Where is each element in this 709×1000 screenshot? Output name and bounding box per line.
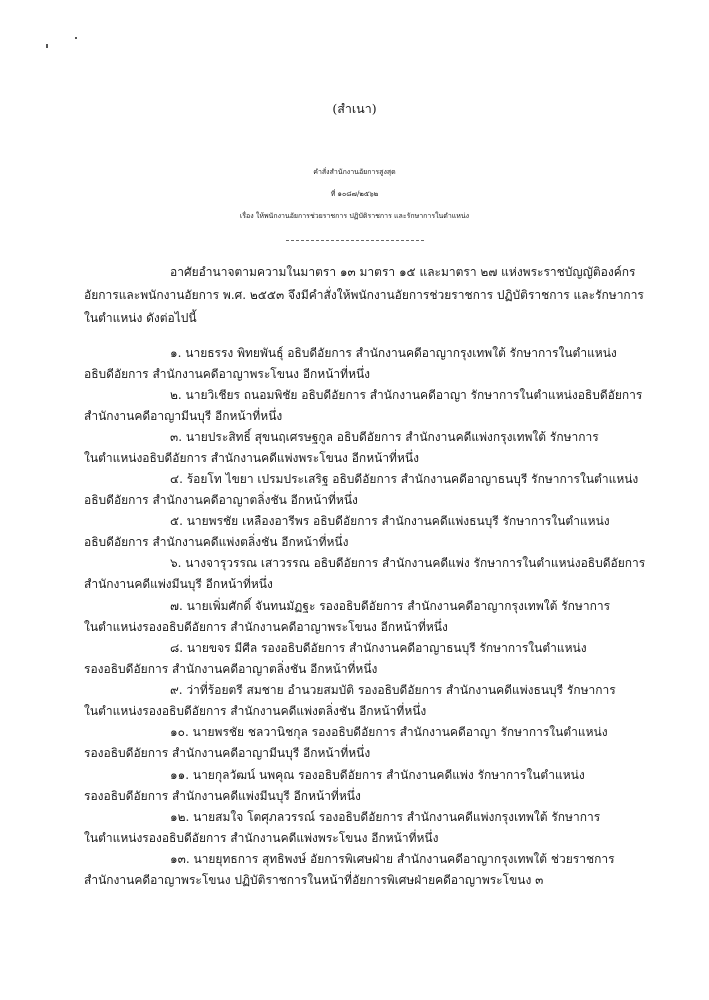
item-11-line-2: รองอธิบดีอัยการ สำนักงานคดีแพ่งมีนบุรี อีกหน้าที่หนึ่ง [84, 789, 361, 803]
item-5-line-2: อธิบดีอัยการ สำนักงานคดีแพ่งตลิ่งชัน อีกหน้าที่หนึ่ง [84, 535, 349, 549]
item-10-line-2: รองอธิบดีอัยการ สำนักงานคดีอาญามีนบุรี อีกหน้าที่หนึ่ง [84, 746, 371, 760]
item-2-line-2: สำนักงานคดีอาญามีนบุรี อีกหน้าที่หนึ่ง [84, 409, 283, 423]
copy-label: (สำเนา) [332, 101, 377, 116]
item-6-line-2: สำนักงานคดีแพ่งมีนบุรี อีกหน้าที่หนึ่ง [84, 577, 273, 591]
scan-speck [46, 44, 48, 48]
intro-line-2: อัยการและพนักงานอัยการ พ.ศ. ๒๕๕๓ จึงมีคำสั่งให้พนักงานอัยการช่วยราชการ ปฏิบัติราชการ และรักษาการ [84, 288, 644, 302]
intro-line-1: อาศัยอำนาจตามความในมาตรา ๑๓ มาตรา ๑๕ และมาตรา ๒๗ แห่งพระราชบัญญัติองค์กร [170, 265, 636, 279]
item-3-line-1: ๓. นายประสิทธิ์ สุขนฤเศรษฐกูล อธิบดีอัยการ สำนักงานคดีแพ่งกรุงเทพใต้ รักษาการ [170, 430, 599, 444]
item-7-line-2: ในตำแหน่งรองอธิบดีอัยการ สำนักงานคดีอาญาพระโขนง อีกหน้าที่หนึ่ง [84, 620, 448, 634]
item-13-line-1: ๑๓. นายยุทธการ สุทธิพงษ์ อัยการพิเศษฝ่าย สำนักงานคดีอาญากรุงเทพใต้ ช่วยราชการ [170, 852, 615, 866]
intro-line-3: ในตำแหน่ง ดังต่อไปนี้ [84, 311, 197, 325]
item-4-line-2: อธิบดีอัยการ สำนักงานคดีอาญาตลิ่งชัน อีกหน้าที่หนึ่ง [84, 493, 358, 507]
item-8-line-2: รองอธิบดีอัยการ สำนักงานคดีอาญาตลิ่งชัน อีกหน้าที่หนึ่ง [84, 662, 378, 676]
item-12-line-1: ๑๒. นายสมใจ โตศุภลวรรณ์ รองอธิบดีอัยการ สำนักงานคดีแพ่งกรุงเทพใต้ รักษาการ [170, 810, 601, 824]
item-4-line-1: ๔. ร้อยโท ไขยา เปรมประเสริฐ อธิบดีอัยการ สำนักงานคดีอาญาธนบุรี รักษาการในตำแหน่ง [170, 472, 639, 486]
scan-speck [75, 37, 77, 39]
item-1-line-1: ๑. นายธรรง พิทยพันธุ์ อธิบดีอัยการ สำนักงานคดีอาญากรุงเทพใต้ รักษาการในตำแหน่ง [170, 346, 617, 360]
item-6-line-1: ๖. นางจารุวรรณ เสาวรรณ อธิบดีอัยการ สำนักงานคดีแพ่ง รักษาการในตำแหน่งอธิบดีอัยการ [170, 556, 646, 570]
item-7-line-1: ๗. นายเพิ่มศักดิ์ จันทนมัฏฐะ รองอธิบดีอัยการ สำนักงานคดีอาญากรุงเทพใต้ รักษาการ [170, 599, 611, 613]
item-5-line-1: ๕. นายพรชัย เหลืองอารีพร อธิบดีอัยการ สำนักงานคดีแพ่งธนบุรี รักษาการในตำแหน่ง [170, 514, 610, 528]
item-11-line-1: ๑๑. นายกุลวัฒน์ นพคุณ รองอธิบดีอัยการ สำนักงานคดีแพ่ง รักษาการในตำแหน่ง [170, 768, 585, 782]
item-13-line-2: สำนักงานคดีอาญาพระโขนง ปฏิบัติราชการในหน้าที่อัยการพิเศษฝ่ายคดีอาญาพระโขนง ๓ [84, 873, 544, 887]
item-2-line-1: ๒. นายวิเชียร ถนอมพิชัย อธิบดีอัยการ สำนักงานคดีอาญา รักษาการในตำแหน่งอธิบดีอัยการ [170, 388, 643, 402]
header-divider [286, 240, 424, 241]
item-10-line-1: ๑๐. นายพรชัย ชลวานิชกุล รองอธิบดีอัยการ สำนักงานคดีอาญา รักษาการในตำแหน่ง [170, 725, 608, 739]
item-12-line-2: ในตำแหน่งรองอธิบดีอัยการ สำนักงานคดีแพ่งพระโขนง อีกหน้าที่หนึ่ง [84, 831, 439, 845]
item-1-line-2: อธิบดีอัยการ สำนักงานคดีอาญาพระโขนง อีกหน้าที่หนึ่ง [84, 367, 371, 381]
order-number: ที่ ๑๐๘๗/๒๕๖๒ [330, 190, 379, 198]
item-3-line-2: ในตำแหน่งอธิบดีอัยการ สำนักงานคดีแพ่งพระโขนง อีกหน้าที่หนึ่ง [84, 451, 419, 465]
order-subject: เรื่อง ให้พนักงานอัยการช่วยราชการ ปฏิบัติราชการ และรักษาการในตำแหน่ง [239, 212, 470, 220]
item-9-line-1: ๙. ว่าที่ร้อยตรี สมชาย อำนวยสมบัติ รองอธิบดีอัยการ สำนักงานคดีแพ่งธนบุรี รักษาการ [170, 683, 616, 697]
order-title: คำสั่งสำนักงานอัยการสูงสุด [313, 168, 396, 176]
item-9-line-2: ในตำแหน่งรองอธิบดีอัยการ สำนักงานคดีแพ่งตลิ่งชัน อีกหน้าที่หนึ่ง [84, 704, 427, 718]
item-8-line-1: ๘. นายขจร มีศีล รองอธิบดีอัยการ สำนักงานคดีอาญาธนบุรี รักษาการในตำแหน่ง [170, 641, 587, 655]
